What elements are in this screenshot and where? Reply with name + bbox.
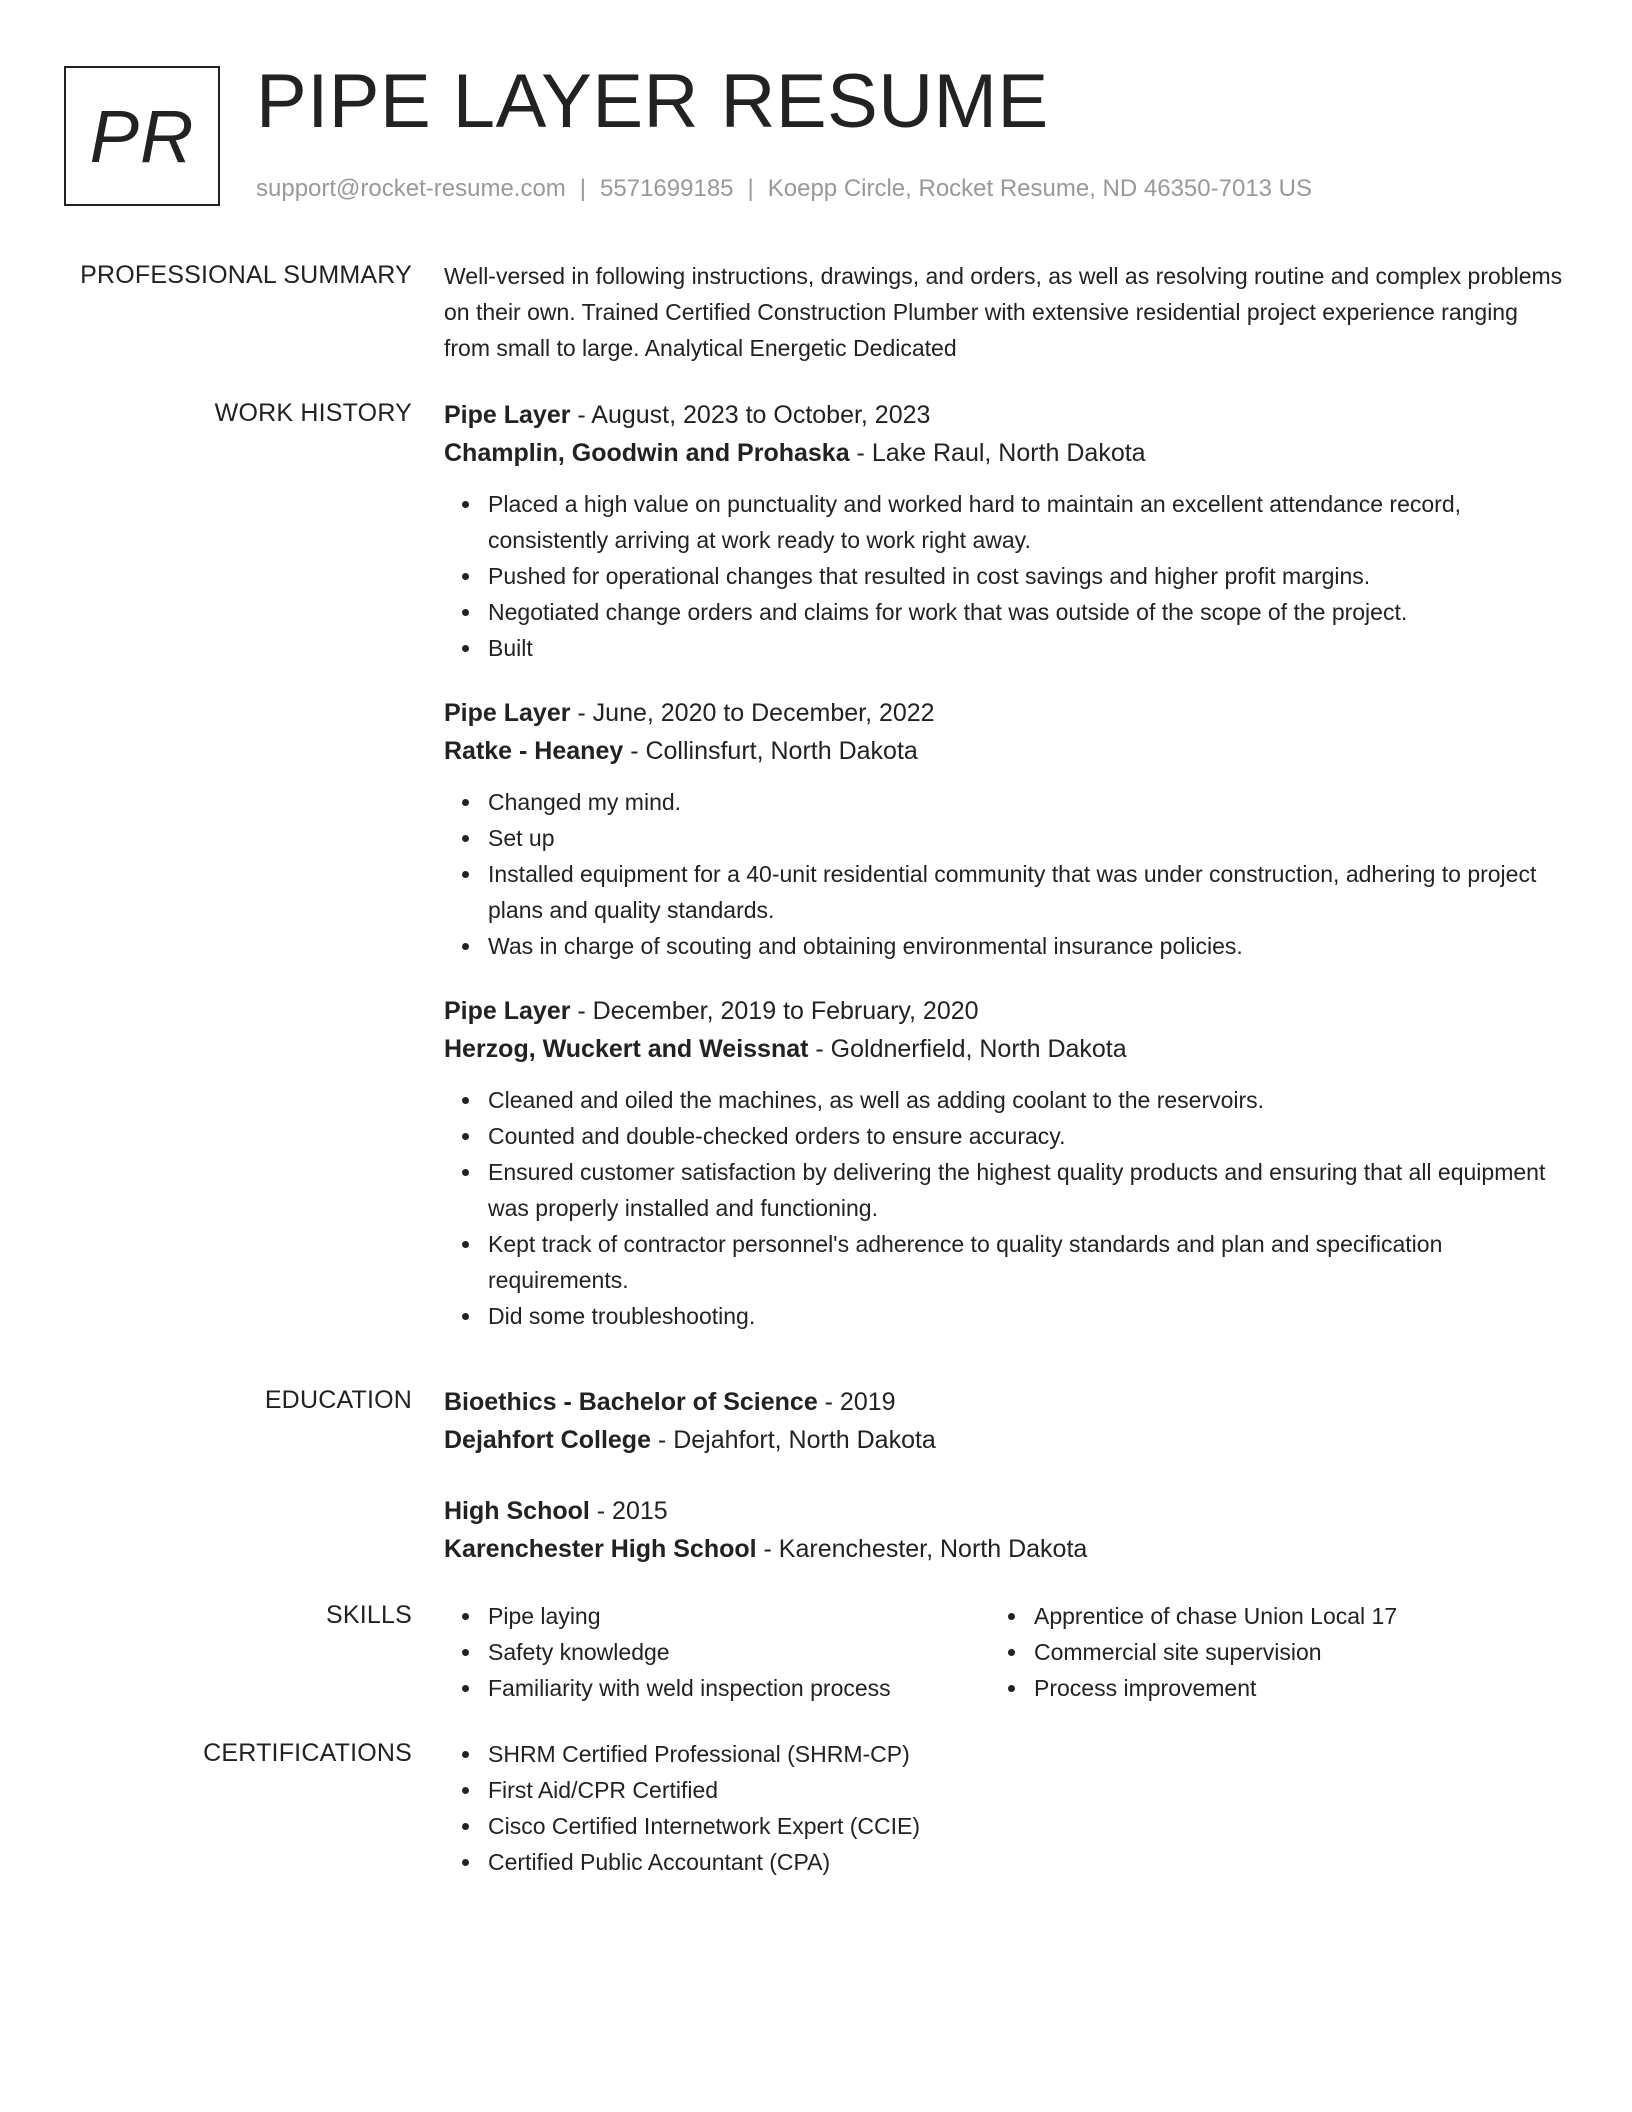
contact-phone[interactable]: 5571699185 xyxy=(600,175,734,202)
job-dates: - December, 2019 to February, 2020 xyxy=(570,997,979,1025)
education-entry xyxy=(444,1492,1564,1568)
job-bullets xyxy=(444,1082,1564,1334)
education-location: - Karenchester, North Dakota xyxy=(756,1535,1088,1563)
contact-email[interactable]: support@rocket-resume.com xyxy=(256,175,566,202)
certification-item: First Aid/CPR Certified xyxy=(488,1772,1564,1808)
job-bullet: Cleaned and oiled the machines, as well as adding coolant to the reservoirs. xyxy=(488,1082,1564,1118)
job-company: Herzog, Wuckert and Weissnat xyxy=(444,1035,809,1063)
job-bullet: Placed a high value on punctuality and worked hard to maintain an excellent attendance record, consistently arriving at work ready to work right away. xyxy=(488,486,1564,558)
job-entry xyxy=(444,694,1564,964)
skills-list-right xyxy=(990,1598,1550,1706)
skills-body xyxy=(444,1598,1564,1706)
skill-item: Familiarity with weld inspection process xyxy=(488,1670,990,1706)
job-bullet: Pushed for operational changes that resulted in cost savings and higher profit margins. xyxy=(488,558,1564,594)
job-entry xyxy=(444,992,1564,1334)
job-title-line xyxy=(444,396,1564,434)
job-company-line xyxy=(444,434,1564,472)
contact-separator: | xyxy=(747,175,754,202)
job-title: Pipe Layer xyxy=(444,401,571,429)
contact-line xyxy=(256,174,1312,204)
job-bullet: Set up xyxy=(488,820,1564,856)
section-label-summary: PROFESSIONAL SUMMARY xyxy=(80,261,412,289)
job-bullet: Negotiated change orders and claims for work that was outside of the scope of the project. xyxy=(488,594,1564,630)
skills-list-left xyxy=(444,1598,990,1706)
education-school: Dejahfort College xyxy=(444,1426,651,1454)
skill-item: Pipe laying xyxy=(488,1598,990,1634)
job-bullet: Built xyxy=(488,630,1564,666)
skill-item: Safety knowledge xyxy=(488,1634,990,1670)
education-body xyxy=(444,1383,1564,1568)
skills-column-right xyxy=(990,1598,1550,1706)
job-title: Pipe Layer xyxy=(444,699,571,727)
monogram-initials: PR xyxy=(89,94,195,178)
education-year: - 2015 xyxy=(589,1497,668,1525)
certification-item: Certified Public Accountant (CPA) xyxy=(488,1844,1564,1880)
job-bullet: Changed my mind. xyxy=(488,784,1564,820)
education-degree-line xyxy=(444,1383,1564,1421)
work-history-body xyxy=(444,396,1564,1334)
contact-address: Koepp Circle, Rocket Resume, ND 46350-7013 US xyxy=(767,175,1313,202)
education-school-line xyxy=(444,1530,1564,1568)
job-bullet: Ensured customer satisfaction by delivering the highest quality products and ensuring that all equipment was properly installed and functioning. xyxy=(488,1154,1564,1226)
education-degree: Bioethics - Bachelor of Science xyxy=(444,1388,818,1416)
certifications-body xyxy=(444,1736,1564,1880)
summary-text: Well-versed in following instructions, drawings, and orders, as well as resolving routine and complex problems on their own. Trained Certified Construction Plumber with extensive residential project experience ranging from small to large. Analytical Energetic Dedicated xyxy=(444,263,1563,361)
job-bullet: Counted and double-checked orders to ensure accuracy. xyxy=(488,1118,1564,1154)
section-label-skills: SKILLS xyxy=(326,1601,412,1629)
section-label-work-history: WORK HISTORY xyxy=(214,399,412,427)
job-bullet: Did some troubleshooting. xyxy=(488,1298,1564,1334)
job-bullets xyxy=(444,486,1564,666)
skill-item: Commercial site supervision xyxy=(1034,1634,1550,1670)
job-title-line xyxy=(444,694,1564,732)
monogram-box xyxy=(64,66,220,206)
job-dates: - June, 2020 to December, 2022 xyxy=(570,699,935,727)
job-company-line xyxy=(444,732,1564,770)
education-school: Karenchester High School xyxy=(444,1535,757,1563)
job-bullets xyxy=(444,784,1564,964)
job-title: Pipe Layer xyxy=(444,997,571,1025)
education-location: - Dejahfort, North Dakota xyxy=(650,1426,936,1454)
job-location: - Collinsfurt, North Dakota xyxy=(623,737,918,765)
certifications-list xyxy=(444,1736,1564,1880)
job-dates: - August, 2023 to October, 2023 xyxy=(570,401,931,429)
education-entry xyxy=(444,1383,1564,1459)
section-label-certifications: CERTIFICATIONS xyxy=(203,1739,412,1767)
skill-item: Process improvement xyxy=(1034,1670,1550,1706)
job-entry xyxy=(444,396,1564,666)
job-bullet: Was in charge of scouting and obtaining environmental insurance policies. xyxy=(488,928,1564,964)
certification-item: SHRM Certified Professional (SHRM-CP) xyxy=(488,1736,1564,1772)
job-company: Ratke - Heaney xyxy=(444,737,624,765)
certification-item: Cisco Certified Internetwork Expert (CCIE) xyxy=(488,1808,1564,1844)
education-degree-line xyxy=(444,1492,1564,1530)
contact-separator: | xyxy=(579,175,587,202)
job-company: Champlin, Goodwin and Prohaska xyxy=(444,439,850,467)
summary-body xyxy=(444,258,1564,366)
education-degree: High School xyxy=(444,1497,590,1525)
education-school-line xyxy=(444,1421,1564,1459)
job-location: - Goldnerfield, North Dakota xyxy=(808,1035,1127,1063)
skills-column-left xyxy=(444,1598,990,1706)
job-bullet: Installed equipment for a 40-unit residential community that was under construction, adhering to project plans and quality standards. xyxy=(488,856,1564,928)
skill-item: Apprentice of chase Union Local 17 xyxy=(1034,1598,1550,1634)
resume-title: PIPE LAYER RESUME xyxy=(256,59,1049,144)
job-title-line xyxy=(444,992,1564,1030)
job-location: - Lake Raul, North Dakota xyxy=(849,439,1146,467)
section-label-education: EDUCATION xyxy=(264,1386,412,1414)
education-year: - 2019 xyxy=(817,1388,896,1416)
job-bullet: Kept track of contractor personnel's adherence to quality standards and plan and specification requirements. xyxy=(488,1226,1564,1298)
job-company-line xyxy=(444,1030,1564,1068)
